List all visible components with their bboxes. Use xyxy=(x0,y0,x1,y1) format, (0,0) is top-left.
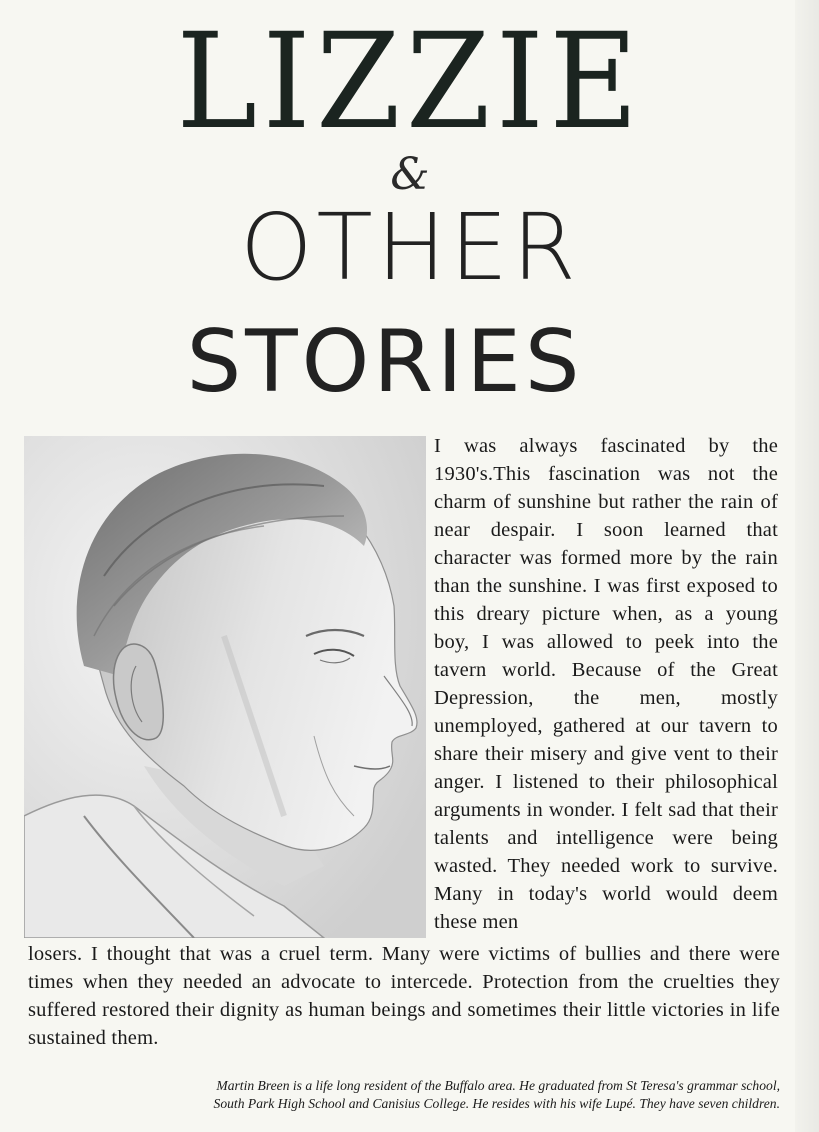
title-ampersand: & xyxy=(390,149,430,200)
portrait-sketch xyxy=(24,436,426,938)
author-bio xyxy=(60,1077,780,1113)
bio-line-2: South Park High School and Canisius College. He resides with his wife Lupé. They have seven children. xyxy=(213,1096,780,1111)
title-other: OTHER xyxy=(240,194,580,301)
intro-paragraph-full: losers. I thought that was a cruel term. Many were victims of bullies and there were times when they needed an advocate to intercede. Protection from the cruelties they suffered restored their dignity as human beings and sometimes their little victories in life sustained them. xyxy=(28,943,780,1049)
bio-line-1: Martin Breen is a life long resident of the Buffalo area. He graduated from St Teresa's grammar school, xyxy=(216,1078,780,1093)
author-portrait xyxy=(24,436,426,938)
title-lizzie: LIZZIE xyxy=(176,5,644,159)
intro-paragraph-wrapped: I was always fascinated by the 1930's.This fascination was not the charm of sunshine but rather the rain of near despair. I soon learned that character was formed more by the rain than the sunshine. I was first exposed to this dreary picture when, as a young boy, I was allowed to peek into the tavern world. Because of the Great Depression, the men, mostly unemployed, gathered at our tavern to share their misery and give vent to their anger. I listened to their philosophical arguments in wonder. I felt sad that their talents and intelligence were being wasted. They needed work to survive. Many in today's world would deem these men xyxy=(434,435,778,933)
page-edge-shadow xyxy=(795,0,819,1132)
title-stories: STORIES xyxy=(186,312,584,412)
